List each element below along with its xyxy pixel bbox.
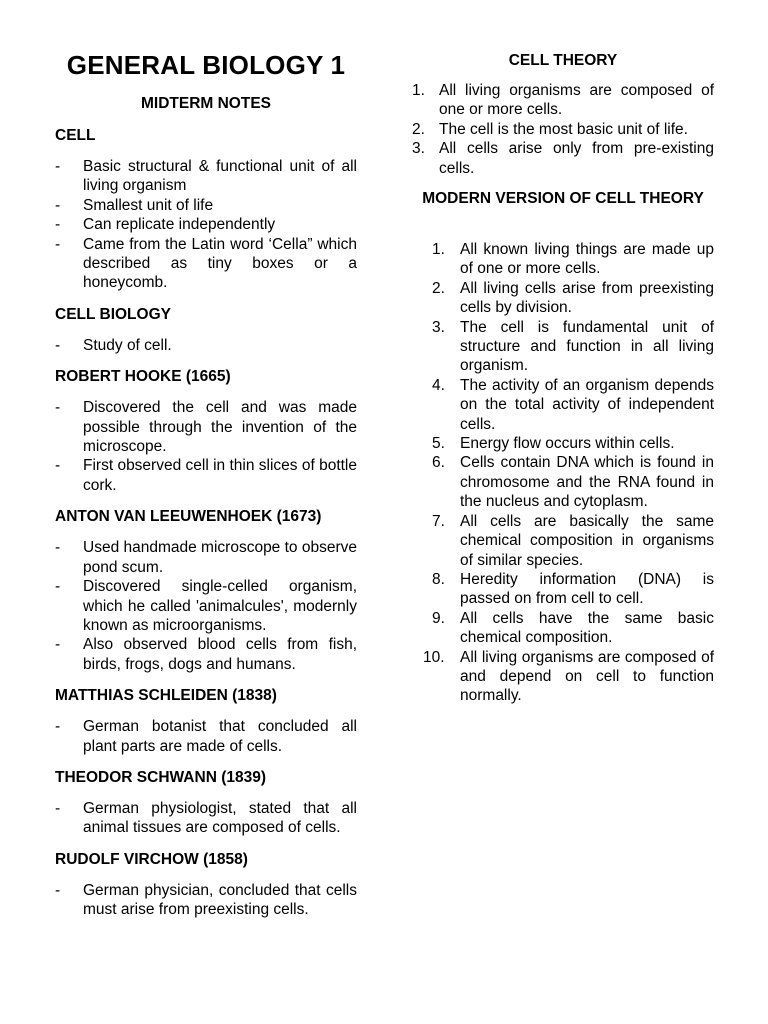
list-item: - Also observed blood cells from fish, birds, frogs, dogs and humans. <box>55 636 357 673</box>
section-list-schleiden <box>55 717 357 756</box>
page-title: GENERAL BIOLOGY 1 <box>66 50 346 80</box>
list-item: - Discovered single-celled organism, which he called 'animalcules', modernly known as microorganisms. <box>55 578 357 634</box>
list-item: 2. The cell is the most basic unit of life. <box>412 120 688 138</box>
cell-theory-heading: CELL THEORY <box>508 52 618 69</box>
list-item: - Study of cell. <box>55 336 172 354</box>
list-item: 4. The activity of an organism depends on the total activity of independent cells. <box>432 376 714 433</box>
section-heading-schwann: THEODOR SCHWANN (1839) <box>55 768 266 786</box>
list-item: 2. All living cells arise from preexisting cells by division. <box>432 279 714 317</box>
section-heading-cell: CELL <box>55 127 96 144</box>
list-item: 3. The cell is fundamental unit of structure and function in all living organism. <box>432 318 714 375</box>
list-item: 3. All cells arise only from pre-existing cells. <box>412 140 714 177</box>
section-heading-schleiden: MATTHIAS SCHLEIDEN (1838) <box>55 687 277 705</box>
list-item: - Used handmade microscope to observe pond scum. <box>55 539 357 576</box>
section-list-schwann <box>55 799 357 838</box>
section-list-virchow <box>55 881 357 920</box>
section-heading-leeuwenhoek: ANTON VAN LEEUWENHOEK (1673) <box>55 508 322 526</box>
list-item: 9. All cells have the same basic chemical composition. <box>432 609 714 647</box>
cell-theory-list <box>412 81 714 178</box>
section-list-robert-hooke <box>55 398 357 495</box>
list-item: - German physician, concluded that cells must arise from preexisting cells. <box>55 881 357 919</box>
list-item: - Smallest unit of life <box>55 196 214 214</box>
list-item: - Can replicate independently <box>55 216 276 234</box>
page-subtitle: MIDTERM NOTES <box>140 95 272 112</box>
list-item: - German botanist that concluded all plant parts are made of cells. <box>55 718 357 755</box>
list-item: - Discovered the cell and was made possible through the invention of the microscope. <box>55 399 357 456</box>
list-item: - German physiologist, stated that all animal tissues are composed of cells. <box>55 799 357 837</box>
section-list-leeuwenhoek <box>55 538 357 674</box>
section-heading-robert-hooke: ROBERT HOOKE (1665) <box>55 368 231 386</box>
list-item: - First observed cell in thin slices of bottle cork. <box>55 457 357 494</box>
section-list-cell <box>55 157 357 293</box>
modern-theory-heading: MODERN VERSION OF CELL THEORY <box>422 190 704 207</box>
modern-theory-list <box>412 240 714 706</box>
section-heading-virchow: RUDOLF VIRCHOW (1858) <box>55 850 248 868</box>
list-item: 7. All cells are basically the same chemical composition in organisms of similar species. <box>432 512 714 569</box>
list-item: - Came from the Latin word ‘Cella” which described as tiny boxes or a honeycomb. <box>55 235 357 292</box>
list-item: 1. All living organisms are composed of one or more cells. <box>412 82 714 119</box>
list-item: 10. All living organisms are composed of and depend on cell to function normally. <box>423 648 714 705</box>
list-item: 1. All known living things are made up of one or more cells. <box>432 241 714 278</box>
list-item: 5. Energy flow occurs within cells. <box>432 435 675 453</box>
list-item: 8. Heredity information (DNA) is passed on from cell to cell. <box>432 570 714 608</box>
section-heading-cell-biology: CELL BIOLOGY <box>55 305 171 323</box>
notes-sections <box>55 126 357 932</box>
section-list-cell-biology <box>55 336 357 355</box>
list-item: 6. Cells contain DNA which is found in chromosome and the RNA found in the nucleus and cytoplasm. <box>432 454 714 511</box>
list-item: - Basic structural & functional unit of all living organism <box>55 158 357 195</box>
